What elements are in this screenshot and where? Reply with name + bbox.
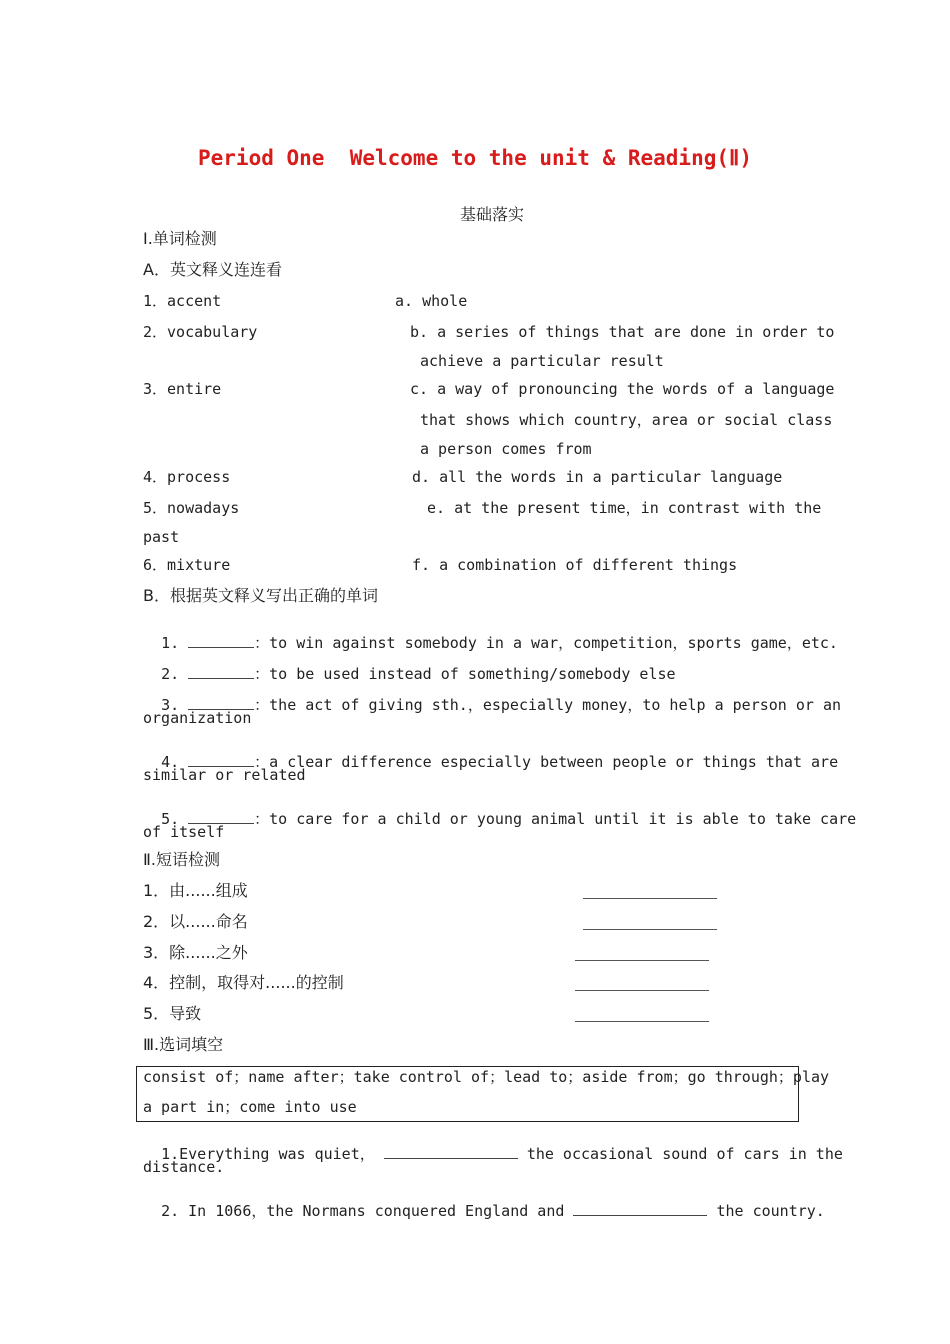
phrase-5-blank[interactable] [575, 1021, 709, 1022]
answer-blank[interactable] [573, 1203, 707, 1216]
def-c-line3: a person comes from [420, 440, 592, 458]
partB-item-3-cont: organization [143, 709, 252, 727]
partB-item-2: 2. ：to be used instead of something/somebody else [161, 665, 676, 683]
partA-heading: A．英文释义连连看 [143, 260, 282, 279]
def-f: f. a combination of different things [412, 556, 738, 574]
partB-heading: B．根据英文释义写出正确的单词 [143, 586, 378, 605]
phrase-1: 1．由......组成 [143, 881, 248, 900]
answer-blank[interactable] [188, 666, 254, 679]
answer-blank[interactable] [188, 635, 254, 648]
def-e-line2: past [143, 528, 180, 546]
partB-item-4-cont: similar or related [143, 766, 306, 784]
word-bank-line1: consist of；name after；take control of；lead to；aside from；go through；play [143, 1068, 830, 1086]
phrase-2: 2．以......命名 [143, 912, 248, 931]
word-3: 3．entire [143, 380, 222, 398]
word-2: 2．vocabulary [143, 323, 258, 341]
word-bank-line2: a part in；come into use [143, 1098, 357, 1116]
question-1-cont: distance. [143, 1158, 225, 1176]
partB-item-3: 3. ：the act of giving sth.，especially money，to help a person or an [161, 696, 842, 714]
def-d: d. all the words in a particular language [412, 468, 783, 486]
def-c-line1: c. a way of pronouncing the words of a language [410, 380, 835, 398]
phrase-4: 4．控制，取得对......的控制 [143, 973, 344, 992]
def-e-line1: e. at the present time，in contrast with the [427, 499, 822, 517]
section3-heading: Ⅲ.选词填空 [143, 1035, 224, 1054]
def-a: a. whole [395, 292, 468, 310]
partB-item-5-cont: of itself [143, 823, 225, 841]
phrase-4-blank[interactable] [575, 990, 709, 991]
word-1: 1．accent [143, 292, 222, 310]
def-b-line2: achieve a particular result [420, 352, 664, 370]
phrase-5: 5．导致 [143, 1004, 202, 1023]
question-2: 2. In 1066，the Normans conquered England and the country. [161, 1202, 825, 1220]
word-5: 5．nowadays [143, 499, 240, 517]
def-b-line1: b. a series of things that are done in order to [410, 323, 835, 341]
question-1: 1.Everything was quiet， the occasional sound of cars in the [161, 1145, 843, 1163]
partB-item-4: 4. ：a clear difference especially between people or things that are [161, 753, 839, 771]
phrase-3-blank[interactable] [575, 960, 709, 961]
phrase-3: 3．除......之外 [143, 943, 248, 962]
word-4: 4．process [143, 468, 231, 486]
section1-heading: Ⅰ.单词检测 [143, 229, 217, 248]
word-6: 6．mixture [143, 556, 231, 574]
section2-heading: Ⅱ.短语检测 [143, 850, 220, 869]
def-c-line2: that shows which country，area or social class [420, 411, 833, 429]
section-subtitle: 基础落实 [459, 205, 524, 224]
phrase-2-blank[interactable] [583, 929, 717, 930]
page-title: Period One Welcome to the unit & Reading(Ⅱ) [198, 146, 752, 170]
partB-item-1: 1. ：to win against somebody in a war，competition，sports game，etc. [161, 634, 838, 652]
phrase-1-blank[interactable] [583, 898, 717, 899]
answer-blank[interactable] [384, 1146, 518, 1159]
partB-item-5: 5. ：to care for a child or young animal until it is able to take care [161, 810, 857, 828]
